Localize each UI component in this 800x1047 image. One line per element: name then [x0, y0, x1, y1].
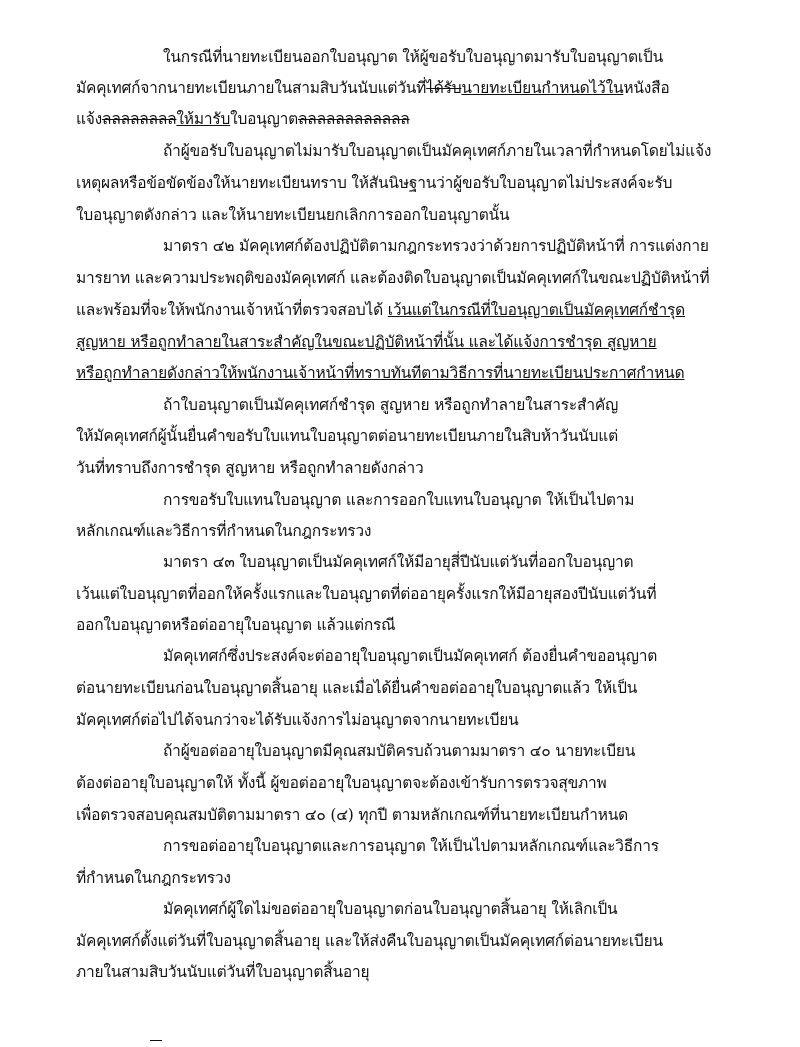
text-run: การขอรับใบแทนใบอนุญาต และการออกใบแทนใบอนุญาต ให้เป็นไปตาม	[163, 491, 635, 509]
text-line	[76, 710, 519, 730]
text-run: ลลลลลลลล	[102, 110, 177, 128]
text-run: มัคคุเทศก์ตั้งแต่วันที่ใบอนุญาตสิ้นอายุ และให้ส่งคืนใบอนุญาตเป็นมัคคุเทศก์ต่อนายทะเบียน	[76, 932, 663, 950]
text-run: มัคคุเทศก์ผู้ใดไม่ขอต่ออายุใบอนุญาตก่อนใบอนุญาตสิ้นอายุ ให้เลิกเป็น	[163, 900, 618, 918]
text-run: นายทะเบียนกำหนดไว้ใน	[461, 79, 624, 97]
text-run: เหตุผลหรือข้อขัดข้องให้นายทะเบียนทราบ ให้สันนิษฐานว่าผู้ขอรับใบอนุญาตไม่ประสงค์จะรับ	[76, 174, 673, 192]
text-line	[76, 268, 709, 288]
text-run: สูญหาย หรือถูกทำลายในสาระสำคัญในขณะปฏิบัติหน้าที่นั้น และได้แจ้งการชำรุด สูญหาย	[76, 333, 657, 351]
text-line	[76, 584, 656, 604]
text-line	[76, 962, 369, 982]
text-run: การขอต่ออายุใบอนุญาตและการอนุญาต ให้เป็นไปตามหลักเกณฑ์และวิธีการ	[163, 837, 659, 855]
footer-mark	[150, 1040, 162, 1041]
text-line	[76, 615, 395, 635]
text-line	[76, 109, 410, 129]
text-line	[163, 899, 617, 919]
text-run: ต้องต่ออายุใบอนุญาตให้ ทั้งนี้ ผู้ขอต่ออายุใบอนุญาตจะต้องเข้ารับการตรวจสุขภาพ	[76, 774, 607, 792]
text-line	[76, 300, 685, 320]
text-line	[76, 678, 637, 698]
text-run: วันที่ทราบถึงการชำรุด สูญหาย หรือถูกทำลายดังกล่าว	[76, 459, 424, 477]
text-line	[76, 931, 663, 951]
text-run: ถ้าใบอนุญาตเป็นมัคคุเทศก์ชำรุด สูญหาย หรือถูกทำลายในสาระสำคัญ	[163, 396, 619, 414]
text-run: ใบอนุญาต	[230, 110, 298, 128]
text-line	[76, 205, 509, 225]
text-line	[76, 363, 684, 383]
text-run: มัคคุเทศก์ต่อไปได้จนกว่าจะได้รับแจ้งการไม่อนุญาตจากนายทะเบียน	[76, 711, 519, 729]
text-line	[163, 47, 663, 67]
text-line	[76, 426, 618, 446]
text-line	[163, 646, 657, 666]
text-run: เพื่อตรวจสอบคุณสมบัติตามมาตรา ๔๐ (๔) ทุกปี ตามหลักเกณฑ์ที่นายทะเบียนกำหนด	[76, 806, 629, 824]
text-line	[76, 868, 231, 888]
text-run: มัคคุเทศก์จากนายทะเบียนภายในสามสิบวันนับแต่วันที่	[76, 79, 427, 97]
text-line	[163, 236, 709, 256]
text-run: ลลลลลลลลลลลล	[298, 110, 410, 128]
text-run: ให้มัคคุเทศก์ผู้นั้นยื่นคำขอรับใบแทนใบอนุญาตต่อนายทะเบียนภายในสิบห้าวันนับแต่	[76, 427, 618, 445]
text-line	[163, 490, 634, 510]
text-run: หลักเกณฑ์และวิธีการที่กำหนดในกฎกระทรวง	[76, 522, 372, 540]
text-run: ใบอนุญาตดังกล่าว และให้นายทะเบียนยกเลิกการออกใบอนุญาตนั้น	[76, 206, 510, 224]
text-line	[76, 173, 672, 193]
text-run: เว้นแต่ใบอนุญาตที่ออกให้ครั้งแรกและใบอนุญาตที่ต่ออายุครั้งแรกให้มีอายุสองปีนับแต่วันที่	[76, 585, 657, 603]
text-run: ในกรณีที่นายทะเบียนออกใบอนุญาต ให้ผู้ขอรับใบอนุญาตมารับใบอนุญาตเป็น	[163, 48, 663, 66]
text-line	[163, 836, 659, 856]
text-line	[76, 78, 670, 98]
text-line	[76, 773, 607, 793]
text-run: แจ้ง	[76, 110, 103, 128]
text-line	[163, 552, 633, 572]
text-line	[163, 141, 711, 161]
text-line	[76, 332, 657, 352]
text-run: เว้นแต่ในกรณีที่ใบอนุญาตเป็นมัคคุเทศก์ชำรุด	[387, 301, 686, 319]
text-run: ต่อนายทะเบียนก่อนใบอนุญาตสิ้นอายุ และเมื่อได้ยื่นคำขอต่ออายุใบอนุญาตแล้ว ให้เป็น	[76, 679, 638, 697]
text-run: มาตรา ๔๒ มัคคุเทศก์ต้องปฏิบัติตามกฎกระทรวงว่าด้วยการปฏิบัติหน้าที่ การแต่งกาย	[163, 237, 709, 255]
text-run: ที่กำหนดในกฎกระทรวง	[76, 869, 231, 887]
text-line	[76, 805, 628, 825]
text-line	[76, 521, 371, 541]
text-run: หนังสือ	[623, 79, 670, 97]
text-run: ถ้าผู้ขอรับใบอนุญาตไม่มารับใบอนุญาตเป็นมัคคุเทศก์ภายในเวลาที่กำหนดโดยไม่แจ้ง	[163, 142, 712, 160]
text-run: มารยาท และความประพฤติของมัคคุเทศก์ และต้องติดใบอนุญาตเป็นมัคคุเทศก์ในขณะปฏิบัติหน้าที่	[76, 269, 710, 287]
text-line	[76, 458, 423, 478]
text-line	[163, 395, 618, 415]
text-run: ถ้าผู้ขอต่ออายุใบอนุญาตมีคุณสมบัติครบถ้วนตามมาตรา ๔๐ นายทะเบียน	[163, 742, 636, 760]
text-run: มาตรา ๔๓ ใบอนุญาตเป็นมัคคุเทศก์ให้มีอายุสี่ปีนับแต่วันที่ออกใบอนุญาต	[163, 553, 634, 571]
text-run: มัคคุเทศก์ซึ่งประสงค์จะต่ออายุใบอนุญาตเป็นมัคคุเทศก์ ต้องยื่นคำขออนุญาต	[163, 647, 658, 665]
text-run: และพร้อมที่จะให้พนักงานเจ้าหน้าที่ตรวจสอบได้	[76, 301, 388, 319]
text-run: ให้มารับ	[176, 110, 231, 128]
text-run: ได้รับ	[426, 79, 462, 97]
text-run: ออกใบอนุญาตหรือต่ออายุใบอนุญาต แล้วแต่กรณี	[76, 616, 396, 634]
text-run: หรือถูกทำลายดังกล่าวให้พนักงานเจ้าหน้าที่ทราบทันทีตามวิธีการที่นายทะเบียนประกาศกำหนด	[76, 364, 685, 382]
text-line	[163, 741, 635, 761]
text-run: ภายในสามสิบวันนับแต่วันที่ใบอนุญาตสิ้นอายุ	[76, 963, 370, 981]
